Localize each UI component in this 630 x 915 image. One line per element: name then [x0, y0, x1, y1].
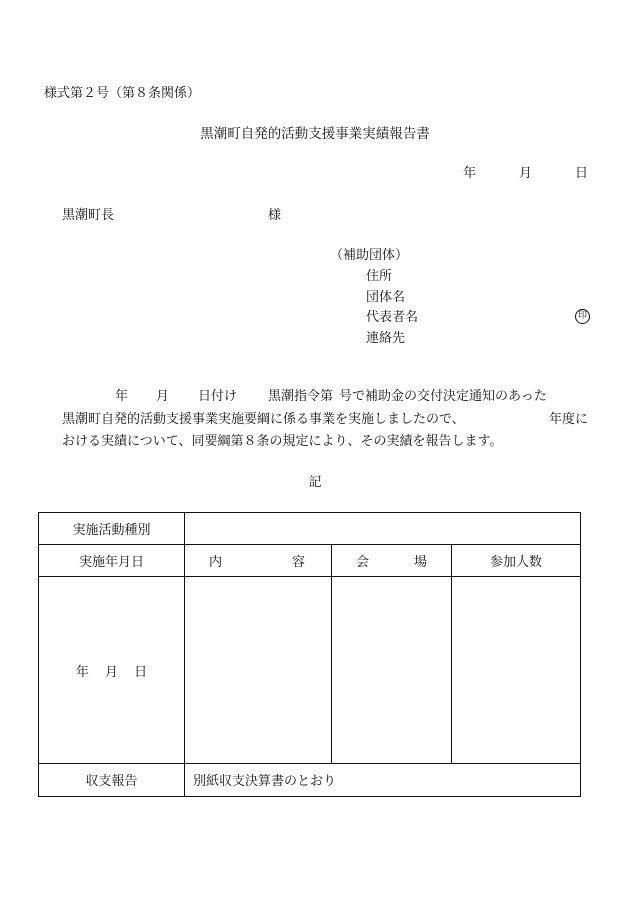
finance-label: 収支報告 — [39, 763, 185, 796]
header-date: 実施年月日 — [39, 545, 185, 577]
activity-type-row — [39, 513, 581, 545]
row-month: 月 — [104, 664, 118, 680]
address-label: 住所 — [366, 269, 393, 284]
ki-heading: 記 — [308, 475, 322, 490]
document-title: 黒潮町自発的活動支援事業実績報告書 — [200, 126, 430, 142]
header-row — [39, 545, 581, 577]
header-venue-char1: 会 — [356, 555, 370, 571]
body-year: 年 — [115, 389, 129, 404]
body-fiscal-year: 年度に — [549, 412, 589, 427]
activity-participants-field[interactable] — [452, 577, 581, 764]
activity-date-field[interactable] — [39, 577, 185, 764]
body-line3: おける実績について、同要綱第８条の規定により、その実績を報告します。 — [62, 434, 503, 449]
finance-row — [39, 763, 581, 796]
date-year-label: 年 — [463, 166, 477, 181]
body-reference: 黒潮指令第 — [268, 389, 334, 404]
date-day-label: 日 — [575, 166, 589, 181]
finance-value: 別紙収支決算書のとおり — [185, 763, 581, 796]
row-year: 年 — [75, 664, 89, 680]
date-month-label: 月 — [519, 166, 533, 181]
header-venue-char2: 場 — [413, 555, 427, 571]
activity-row — [39, 577, 581, 764]
header-participants: 参加人数 — [452, 545, 581, 577]
applicant-heading: （補助団体） — [330, 248, 409, 263]
body-line1-rest: 号で補助金の交付決定通知のあった — [339, 389, 547, 404]
form-number: 様式第２号（第８条関係） — [44, 86, 201, 101]
recipient: 黒潮町長 — [62, 208, 115, 223]
header-content-char1: 内 — [209, 555, 223, 571]
activity-type-field[interactable] — [185, 513, 581, 545]
header-venue — [332, 545, 452, 577]
seal-mark: 印 — [575, 309, 590, 324]
row-day: 日 — [134, 664, 148, 680]
body-line2: 黒潮町自発的活動支援事業実施要綱に係る事業を実施しましたので、 — [62, 412, 465, 427]
contact-label: 連絡先 — [366, 331, 406, 346]
header-content — [185, 545, 332, 577]
group-name-label: 団体名 — [366, 290, 406, 305]
body-day: 日付け — [198, 389, 238, 404]
representative-label: 代表者名 — [366, 310, 419, 325]
report-table — [38, 512, 581, 797]
body-month: 月 — [156, 389, 170, 404]
activity-venue-field[interactable] — [332, 577, 452, 764]
activity-content-field[interactable] — [185, 577, 332, 764]
honorific: 様 — [268, 208, 282, 223]
activity-type-label: 実施活動種別 — [39, 513, 185, 545]
header-content-char2: 容 — [291, 555, 305, 571]
